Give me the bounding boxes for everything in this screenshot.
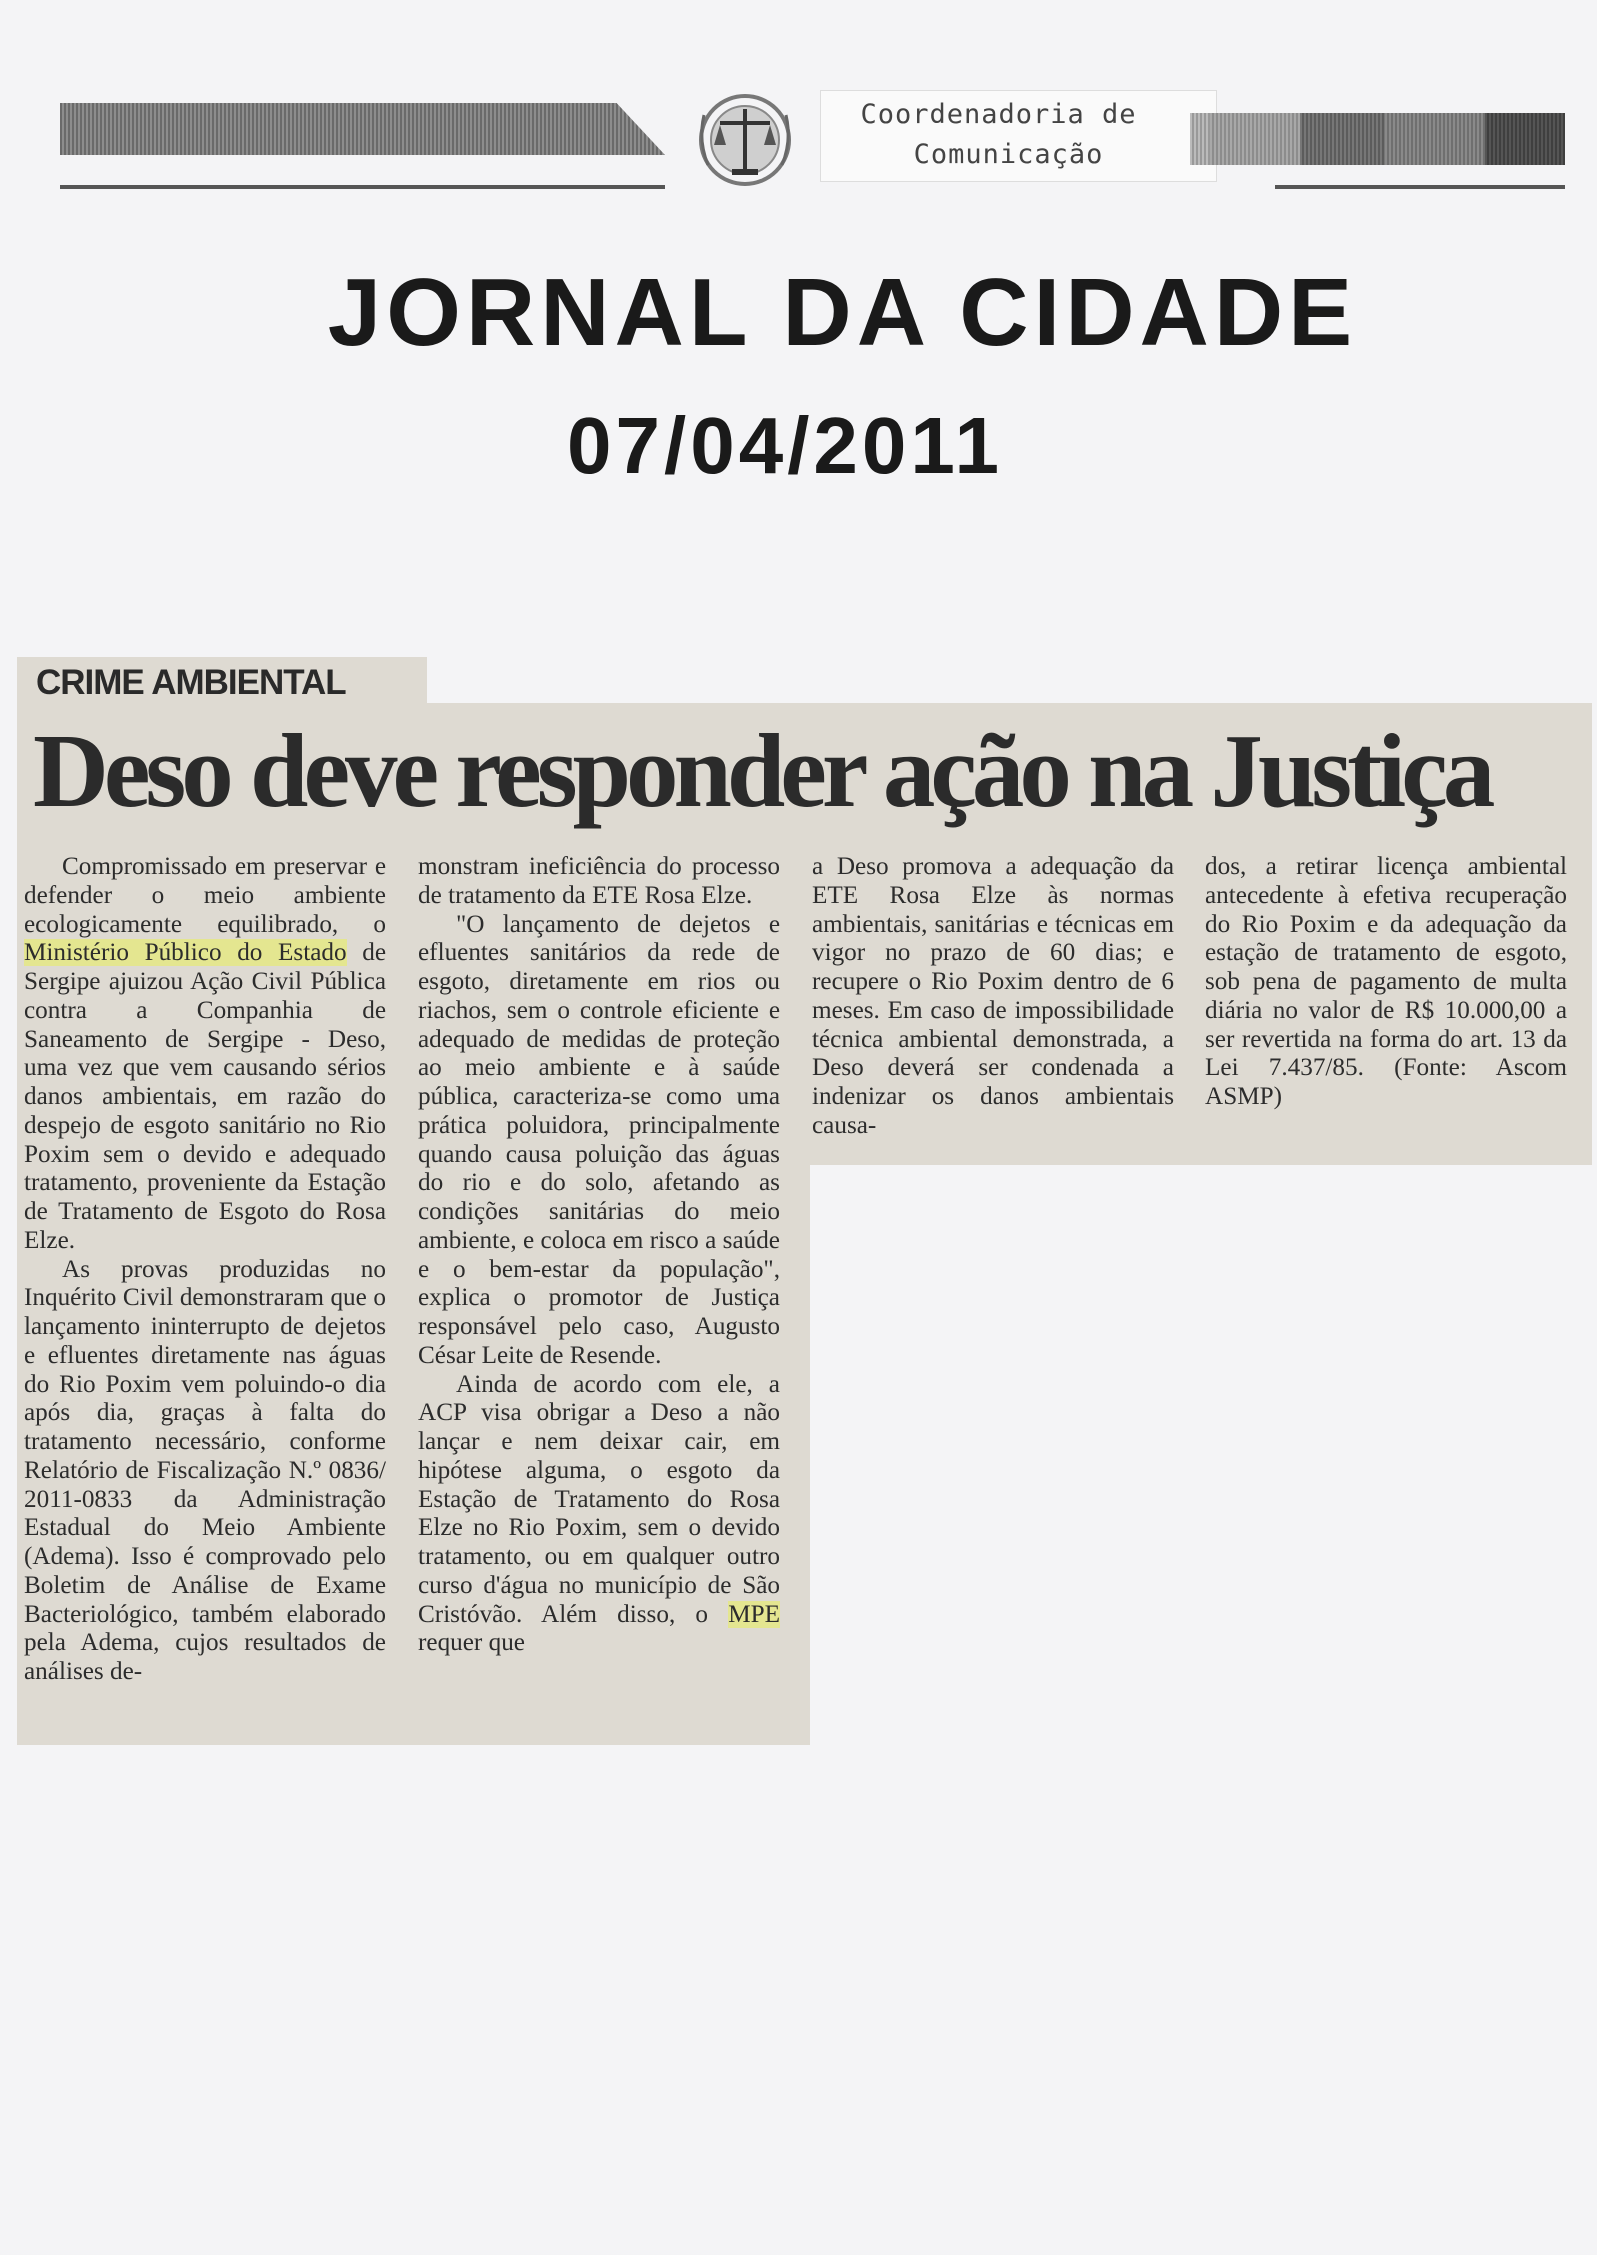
newspaper-name: JORNAL DA CIDADE: [327, 259, 1358, 366]
paragraph: dos, a retirar licença ambiental antecedente à efetiva recuperação do Rio Poxim e da adequação da estação de tratamento de esgoto, sob pena de pagamento de multa diária no valor de R$ 10.000,00 a ser revertida na forma do art. 13 da Lei 7.437/85. (Fonte: Ascom ASMP): [1205, 853, 1567, 1110]
article-column-4: [1205, 853, 1567, 1112]
paragraph: a Deso promova a adequação da ETE Rosa Elze às normas ambientais, sanitárias e técnicas em vigor no prazo de 60 dias; e recupere o Rio Poxim dentro de 6 meses. Em caso de impossibilidade técnica ambiental demonstrada, a Deso deverá ser condenada a indenizar os danos ambientais causa-: [812, 853, 1174, 1139]
organization-line-2: Comunicação: [913, 139, 1104, 170]
banner-right-bar: [1190, 113, 1565, 165]
paragraph: Ainda de acordo com ele, a ACP visa obrigar a Deso a não lançar e nem deixar cair, em hipótese alguma, o esgoto da Estação de Tratamento do Rosa Elze no Rio Poxim, sem o devido tratamento, ou em qualquer outro curso d'água no município de São Cristóvão. Além disso, o MPE requer que: [418, 1370, 780, 1657]
section-label: CRIME AMBIENTAL: [36, 663, 346, 702]
article-column-1: [24, 853, 386, 1687]
highlighter-mark: Ministério Público do Estado: [24, 939, 347, 967]
paragraph: monstram ineficiência do processo de tratamento da ETE Rosa Elze.: [418, 853, 780, 909]
organization-label-box: [820, 90, 1217, 182]
article-column-3: [812, 853, 1174, 1141]
banner-left-rule: [60, 185, 665, 189]
banner-right-rule: [1275, 185, 1565, 189]
paragraph: "O lançamento de dejetos e efluentes sanitários da rede de esgoto, diretamente em rios ou riachos, sem o controle eficiente e adequado de medidas de proteção ao meio ambiente e à saúde pública, caracteriza-se como uma prática poluidora, principalmente quando causa poluição das águas do rio e do solo, afetando as condições sanitárias do meio ambiente, e coloca em risco a saúde e o bem-estar da população", explica o promotor de Justiça responsável pelo caso, Augusto César Leite de Resende.: [418, 910, 780, 1369]
paragraph: Compromissado em preservar e defender o meio ambiente ecologicamente equilibrado, o Ministério Público do Estado de Sergipe ajuizou Ação Civil Pública contra a Companhia de Saneamento de Sergipe - Deso, uma vez que vem causando sérios danos ambientais, em razão do despejo de esgoto sanitário no Rio Poxim sem o devido e adequado tratamento, proveniente da Estação de Tratamento de Esgoto do Rosa Elze.: [24, 853, 386, 1254]
highlighter-mark: MPE: [728, 1600, 780, 1628]
organization-line-1: Coordenadoria de: [860, 99, 1137, 130]
scales-of-justice-emblem-icon: [690, 85, 800, 200]
header-banner: [60, 85, 1565, 200]
banner-left-bar: [60, 103, 665, 155]
article-column-2: [418, 853, 780, 1658]
publication-date: 07/04/2011: [567, 401, 1003, 490]
article-headline: Deso deve responder ação na Justiça: [33, 712, 1491, 829]
paragraph: As provas produzidas no Inquérito Civil demonstraram que o lançamento ininterrupto de dejetos e efluentes diretamente nas águas do Rio Poxim vem poluindo-o dia após dia, graças à falta do tratamento necessário, conforme Relatório de Fiscalização N.º 0836/ 2011-0833 da Administração Estadual do Meio Ambiente (Adema). Isso é comprovado pelo Boletim de Análise de Exame Bacteriológico, também elaborado pela Adema, cujos resultados de análises de-: [24, 1255, 386, 1685]
